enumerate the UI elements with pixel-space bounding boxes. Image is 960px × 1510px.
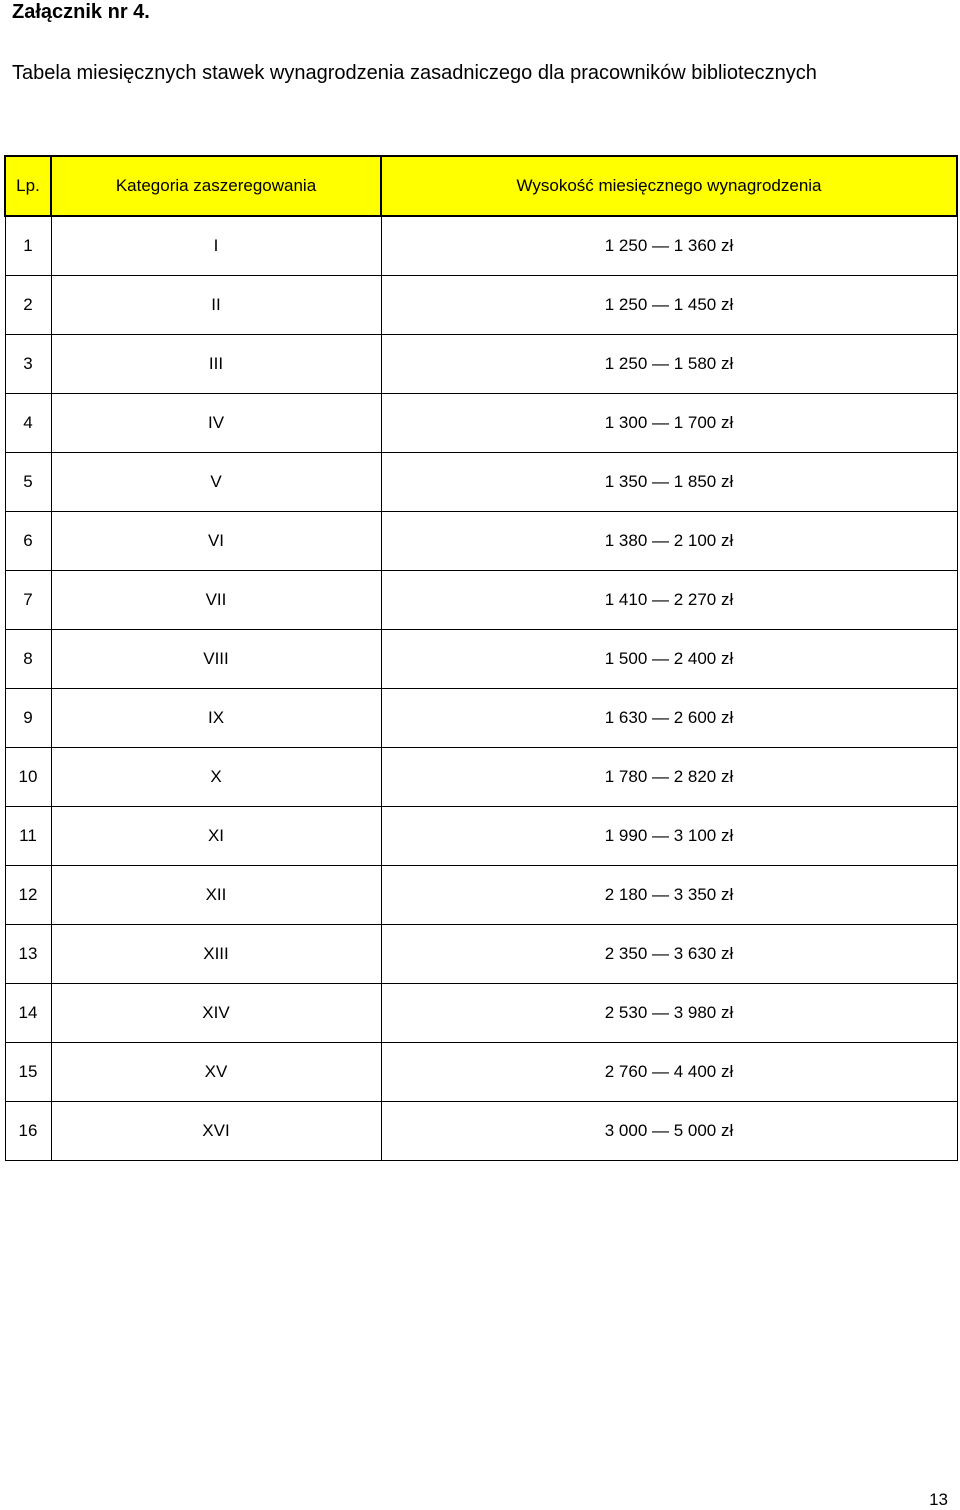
row-lp: 1 [5,216,51,276]
table-row [5,453,957,512]
table-row [5,335,957,394]
row-lp: 7 [5,571,51,630]
row-category: IX [51,689,381,748]
row-salary: 2 760 — 4 400 zł [381,1043,957,1102]
table-row [5,630,957,689]
row-salary: 1 250 — 1 360 zł [381,216,957,276]
row-salary: 1 300 — 1 700 zł [381,394,957,453]
row-lp: 11 [5,807,51,866]
row-salary: 1 630 — 2 600 zł [381,689,957,748]
row-lp: 8 [5,630,51,689]
row-category: XII [51,866,381,925]
row-salary: 1 780 — 2 820 zł [381,748,957,807]
row-salary: 3 000 — 5 000 zł [381,1102,957,1161]
table-row [5,984,957,1043]
table-row [5,925,957,984]
row-category: X [51,748,381,807]
table-row [5,1043,957,1102]
row-salary: 1 410 — 2 270 zł [381,571,957,630]
row-lp: 12 [5,866,51,925]
table-body [5,216,957,1161]
header-salary: Wysokość miesięcznego wynagrodzenia [381,156,957,216]
salary-table [4,155,958,1161]
row-category: VI [51,512,381,571]
table-row [5,689,957,748]
row-category: VII [51,571,381,630]
row-lp: 3 [5,335,51,394]
table-row [5,512,957,571]
row-salary: 1 990 — 3 100 zł [381,807,957,866]
table-row [5,807,957,866]
header-lp: Lp. [5,156,51,216]
table-row [5,748,957,807]
row-category: VIII [51,630,381,689]
page-number: 13 [929,1490,948,1509]
table-row [5,1102,957,1161]
row-lp: 15 [5,1043,51,1102]
row-salary: 1 380 — 2 100 zł [381,512,957,571]
row-salary: 1 500 — 2 400 zł [381,630,957,689]
row-lp: 10 [5,748,51,807]
row-category: XVI [51,1102,381,1161]
table-row [5,276,957,335]
row-salary: 2 350 — 3 630 zł [381,925,957,984]
row-salary: 1 350 — 1 850 zł [381,453,957,512]
table-row [5,394,957,453]
table-row [5,571,957,630]
row-lp: 16 [5,1102,51,1161]
row-category: II [51,276,381,335]
row-lp: 2 [5,276,51,335]
page-title: Tabela miesięcznych stawek wynagrodzenia zasadniczego dla pracowników bibliotecznych [12,62,817,84]
header-category: Kategoria zaszeregowania [51,156,381,216]
row-category: XIII [51,925,381,984]
table-row [5,216,957,276]
row-salary: 2 180 — 3 350 zł [381,866,957,925]
row-lp: 14 [5,984,51,1043]
row-category: IV [51,394,381,453]
annex-title: Załącznik nr 4. [12,1,150,23]
row-lp: 5 [5,453,51,512]
row-salary: 1 250 — 1 450 zł [381,276,957,335]
table-header-row [5,156,957,216]
row-category: III [51,335,381,394]
row-category: XIV [51,984,381,1043]
row-salary: 1 250 — 1 580 zł [381,335,957,394]
row-category: XV [51,1043,381,1102]
row-category: V [51,453,381,512]
row-salary: 2 530 — 3 980 zł [381,984,957,1043]
table-row [5,866,957,925]
row-lp: 13 [5,925,51,984]
row-category: XI [51,807,381,866]
row-lp: 4 [5,394,51,453]
row-lp: 6 [5,512,51,571]
row-lp: 9 [5,689,51,748]
row-category: I [51,216,381,276]
